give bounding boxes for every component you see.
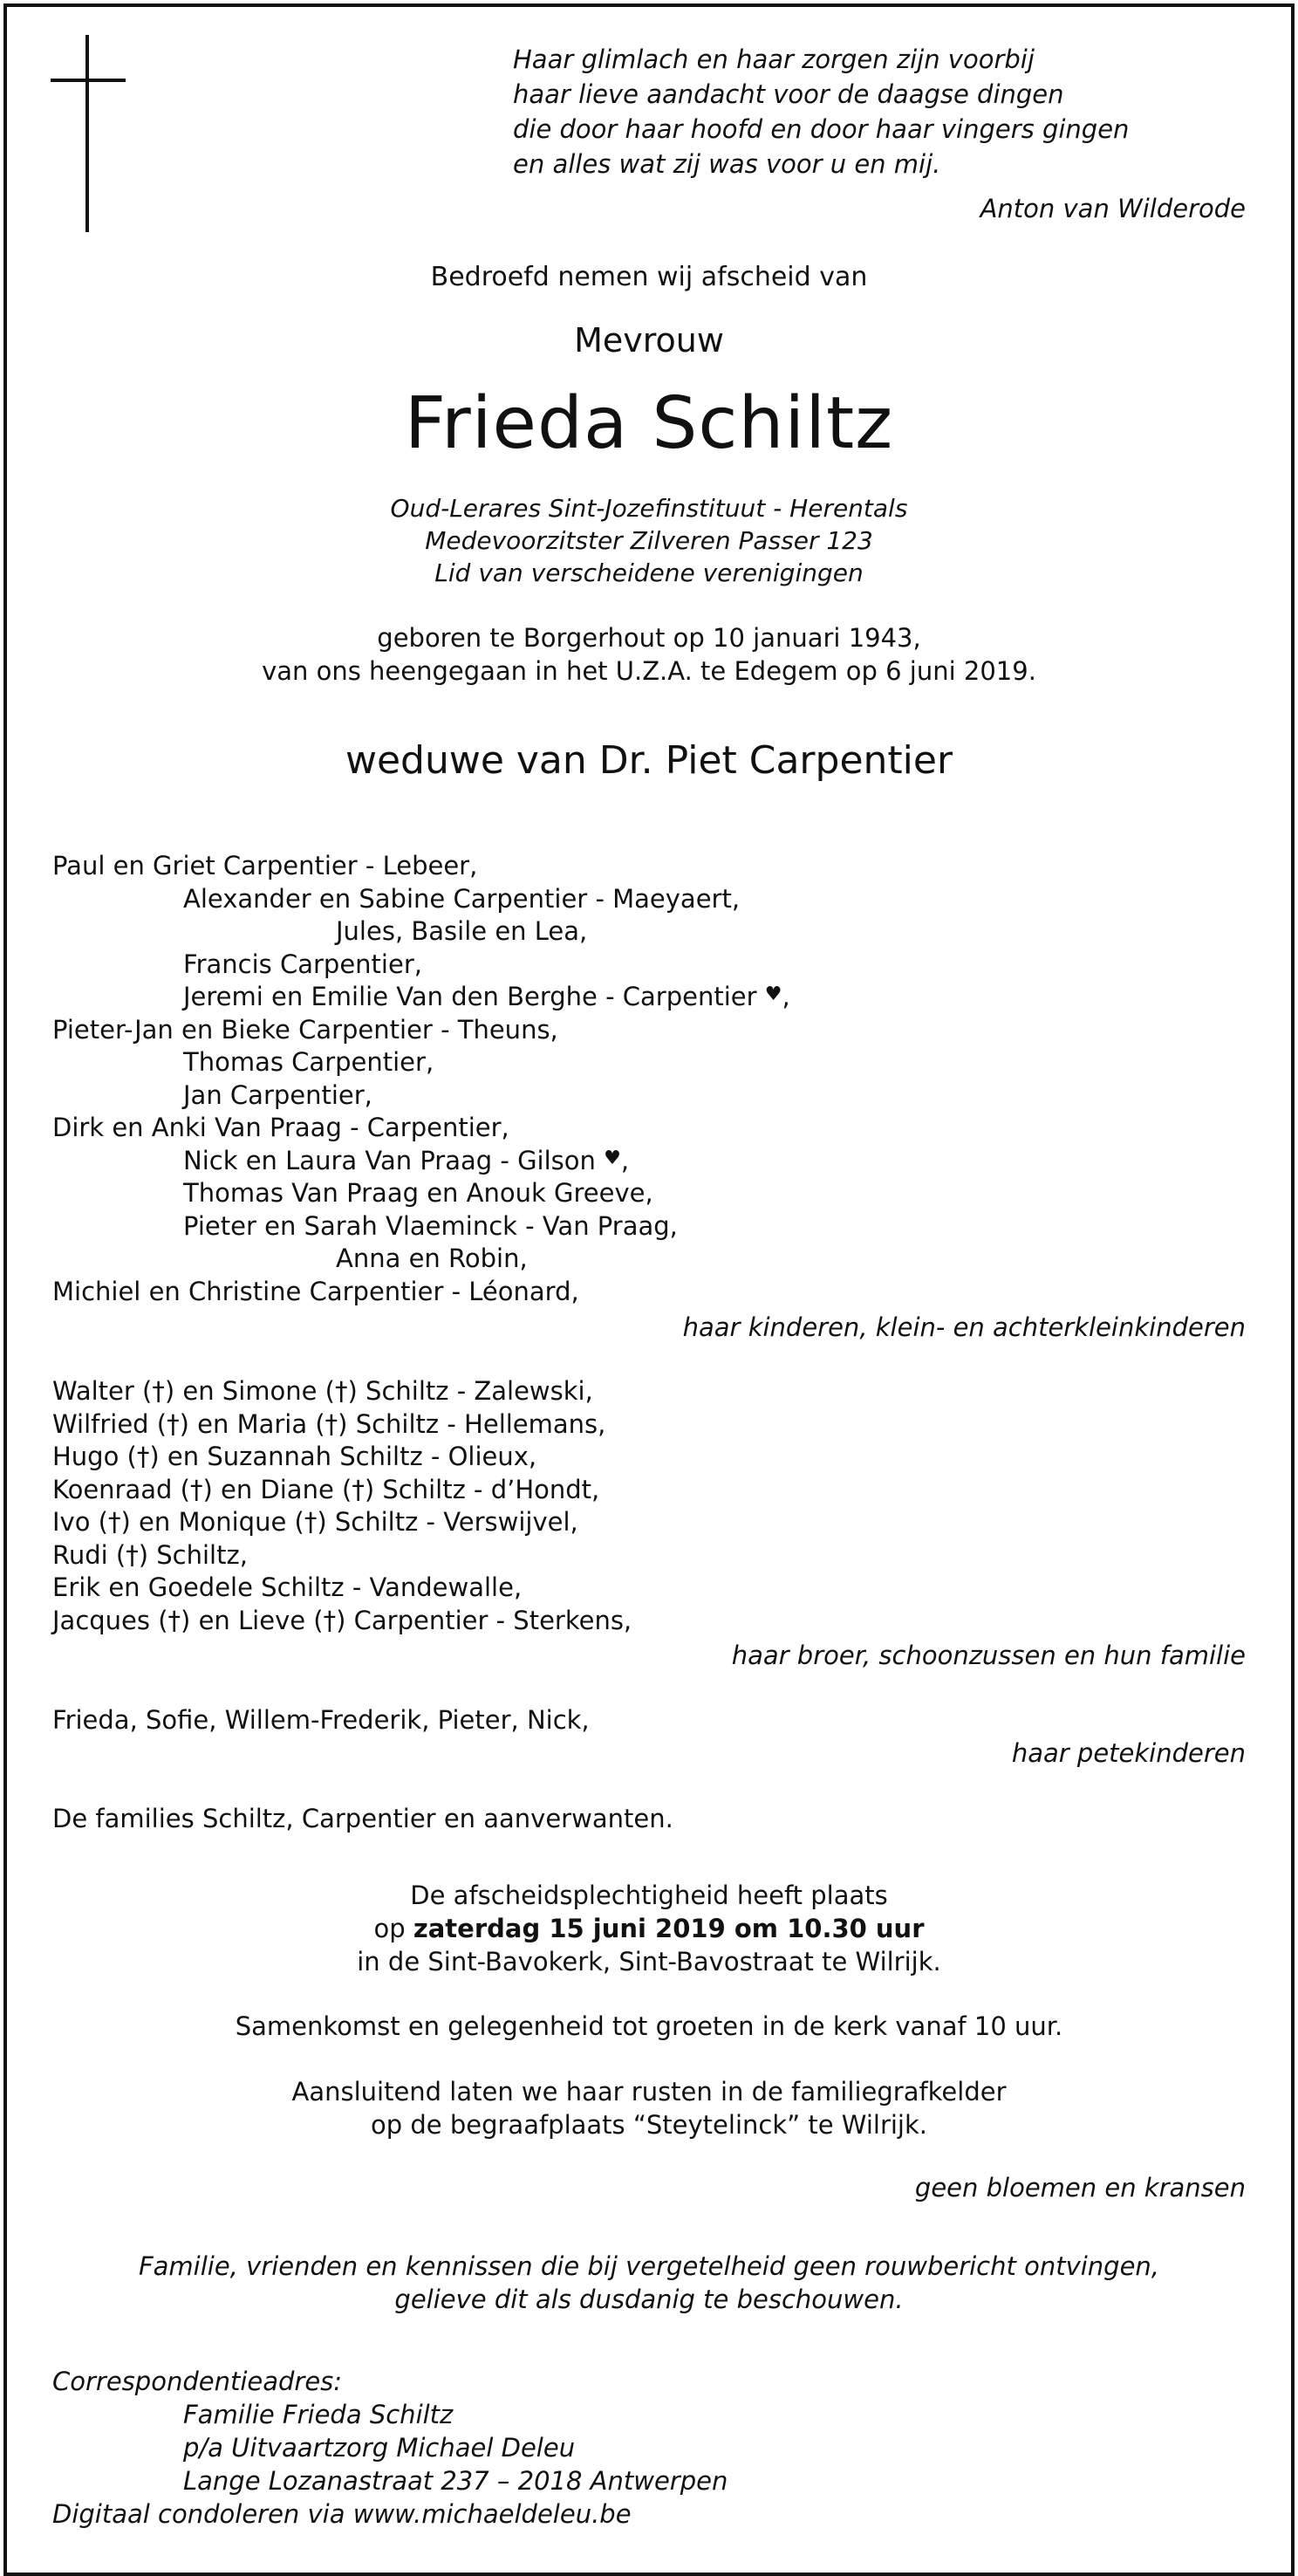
gathering-line: Samenkomst en gelegenheid tot groeten in de kerk vanaf 10 uur.	[235, 2011, 1063, 2041]
list-item: Jules, Basile en Lea,	[336, 916, 588, 946]
children-list	[52, 850, 790, 1308]
cross-icon-bar	[51, 79, 126, 82]
widow-line: weduwe van Dr. Piet Carpentier	[345, 738, 953, 783]
list-item: Jan Carpentier,	[183, 1079, 372, 1110]
ceremony-date-line: op zaterdag 15 juni 2019 om 10.30 uur	[373, 1914, 925, 1943]
heart-icon: ♥	[604, 1147, 621, 1169]
siblings-list	[52, 1375, 632, 1637]
godchildren-caption: haar petekinderen	[1011, 1738, 1246, 1768]
list-item: Alexander en Sabine Carpentier - Maeyaert,	[183, 883, 741, 914]
online-condolence: Digitaal condoleren via www.michaeldeleu.be	[52, 2499, 632, 2529]
families-line: De families Schiltz, Carpentier en aanverwanten.	[52, 1804, 673, 1833]
list-item: Ivo (†) en Monique (†) Schiltz - Verswijvel,	[52, 1507, 578, 1537]
functions	[0, 492, 1298, 589]
correspondence	[52, 2365, 728, 2531]
function-line: Oud-Lerares Sint-Jozefinstituut - Herentals	[390, 494, 908, 523]
list-item: Paul en Griet Carpentier - Lebeer,	[52, 851, 478, 880]
address-line: p/a Uitvaartzorg Michael Deleu	[183, 2433, 576, 2463]
godchildren-line: Frieda, Sofie, Willem-Frederik, Pieter, Nick,	[52, 1705, 590, 1735]
burial	[0, 2075, 1298, 2141]
address-line: Lange Lozanastraat 237 – 2018 Antwerpen	[183, 2466, 728, 2496]
poem	[513, 42, 1129, 182]
list-item: Pieter en Sarah Vlaeminck - Van Praag,	[183, 1210, 678, 1241]
list-item: Anna en Robin,	[336, 1243, 528, 1273]
list-item: Thomas Van Praag en Anouk Greeve,	[183, 1178, 653, 1208]
list-item: Hugo (†) en Suzannah Schiltz - Olieux,	[52, 1442, 537, 1471]
born-line: geboren te Borgerhout op 10 januari 1943,	[377, 623, 921, 653]
siblings-caption: haar broer, schoonzussen en hun familie	[731, 1641, 1246, 1670]
list-item: Jacques (†) en Lieve (†) Carpentier - Sterkens,	[52, 1605, 632, 1635]
burial-line: Aansluitend laten we haar rusten in de familiegrafkelder	[291, 2077, 1007, 2107]
notice	[0, 2250, 1298, 2316]
announcement-lead: Bedroefd nemen wij afscheid van	[430, 262, 868, 292]
notice-line: Familie, vrienden en kennissen die bij vergetelheid geen rouwbericht ontvingen,	[138, 2251, 1160, 2281]
list-item: Erik en Goedele Schiltz - Vandewalle,	[52, 1572, 523, 1602]
cross-icon	[85, 35, 89, 232]
no-flowers-note: geen bloemen en kransen	[914, 2173, 1246, 2203]
function-line: Medevoorzitster Zilveren Passer 123	[425, 526, 873, 555]
ceremony-date: zaterdag 15 juni 2019 om 10.30 uur	[413, 1914, 925, 1943]
list-item: Rudi (†) Schiltz,	[52, 1539, 248, 1570]
children-caption: haar kinderen, klein- en achterkleinkinderen	[682, 1312, 1246, 1342]
deceased-name: Frieda Schiltz	[404, 382, 894, 465]
list-item: Wilfried (†) en Maria (†) Schiltz - Hellemans,	[52, 1408, 606, 1439]
list-item: Dirk en Anki Van Praag - Carpentier,	[52, 1113, 509, 1142]
poem-line: Haar glimlach en haar zorgen zijn voorbij	[513, 45, 1035, 74]
list-item: Pieter-Jan en Bieke Carpentier - Theuns,	[52, 1014, 558, 1045]
list-item: Michiel en Christine Carpentier - Léonard,	[52, 1276, 579, 1306]
ceremony-line: De afscheidsplechtigheid heeft plaats	[410, 1881, 888, 1910]
ceremony-location: in de Sint-Bavokerk, Sint-Bavostraat te Wilrijk.	[357, 1947, 941, 1977]
life-dates	[0, 621, 1298, 688]
notice-line: gelieve dit als dusdanig te beschouwen.	[394, 2285, 904, 2314]
poem-line: die door haar hoofd en door haar vingers gingen	[513, 114, 1130, 144]
function-line: Lid van verscheidene verenigingen	[434, 558, 864, 587]
list-item: Jeremi en Emilie Van den Berghe - Carpentier ♥,	[183, 982, 790, 1011]
honorific: Mevrouw	[574, 321, 724, 360]
list-item: Koenraad (†) en Diane (†) Schiltz - d’Hondt,	[52, 1474, 600, 1504]
correspondence-label: Correspondentieadres:	[52, 2367, 343, 2396]
poem-author: Anton van Wilderode	[980, 194, 1246, 223]
poem-line: haar lieve aandacht voor de daagse dingen	[513, 79, 1064, 109]
list-item: Walter (†) en Simone (†) Schiltz - Zalewski,	[52, 1376, 593, 1406]
burial-line: op de begraafplaats “Steytelinck” te Wilrijk.	[371, 2110, 927, 2140]
heart-icon: ♥	[764, 983, 782, 1005]
list-item: Nick en Laura Van Praag - Gilson ♥,	[183, 1145, 630, 1175]
list-item: Thomas Carpentier,	[183, 1047, 434, 1077]
died-line: van ons heengegaan in het U.Z.A. te Edegem op 6 juni 2019.	[262, 656, 1036, 686]
ceremony	[0, 1879, 1298, 1978]
list-item: Francis Carpentier,	[183, 949, 422, 979]
poem-line: en alles wat zij was voor u en mij.	[513, 149, 941, 179]
address-line: Familie Frieda Schiltz	[183, 2400, 454, 2429]
